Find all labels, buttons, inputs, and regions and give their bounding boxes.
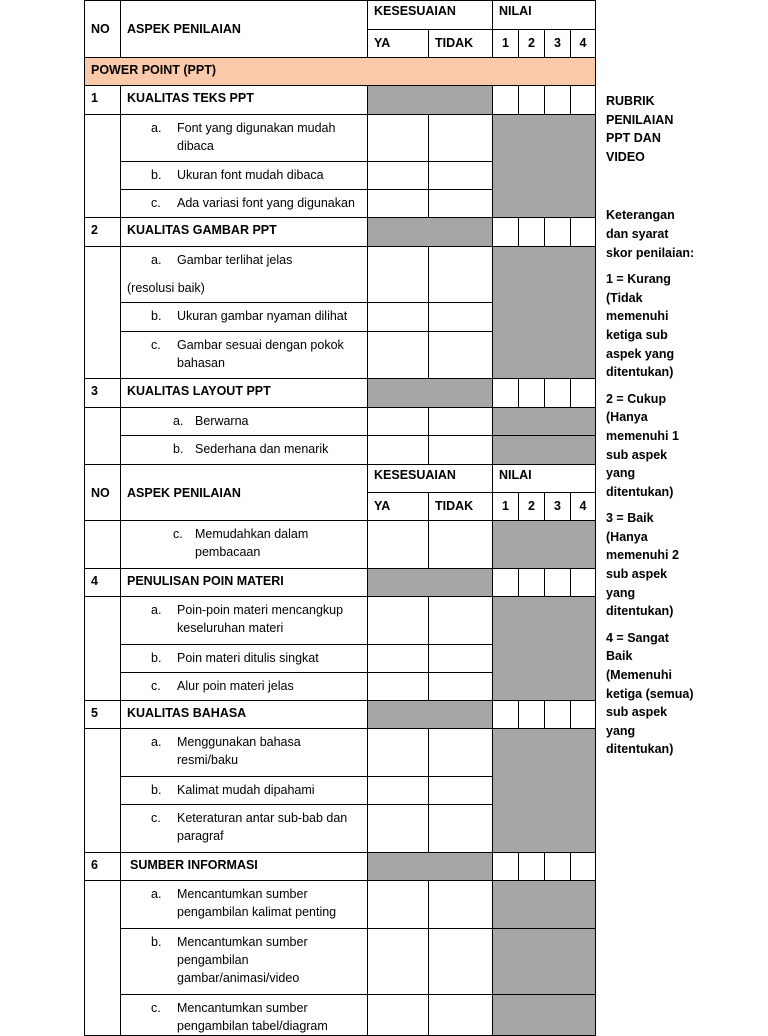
grey-cell (493, 729, 596, 853)
header-nilai-2: 2 (519, 493, 545, 521)
sub-text: Kalimat mudah dipahami (177, 783, 315, 797)
sub-aspect (121, 673, 368, 701)
sub-aspect (121, 597, 368, 645)
nilai-cell (519, 569, 545, 597)
sub-aspect (121, 247, 368, 303)
grey-cell (493, 408, 596, 436)
ya-cell (368, 729, 429, 777)
tidak-cell (429, 673, 493, 701)
sub-aspect (121, 436, 368, 465)
empty-no-cell (85, 597, 121, 701)
sub-aspect-row (85, 247, 596, 303)
nilai-cell (493, 379, 519, 408)
sub-text: Mencantumkan sumber pengambilan gambar/animasi/video (177, 935, 308, 985)
sub-text: Font yang digunakan mudah dibaca (177, 121, 336, 153)
grey-cell (493, 247, 596, 379)
sub-aspect (121, 729, 368, 777)
ppt-row (85, 58, 596, 86)
nilai-cell (571, 86, 596, 115)
sub-aspect-row (85, 436, 596, 465)
sub-marker: b. (151, 783, 162, 797)
ya-cell (368, 408, 429, 436)
nilai-cell (493, 853, 519, 881)
ya-cell (368, 303, 429, 332)
sub-marker: c. (151, 338, 161, 352)
ya-cell (368, 247, 429, 303)
sub-marker: a. (151, 603, 162, 617)
nilai-cell (545, 86, 571, 115)
section-row (85, 379, 596, 408)
header-row (85, 1, 596, 30)
ya-cell (368, 673, 429, 701)
sub-text: Ukuran font mudah dibaca (177, 168, 324, 182)
header-nilai: NILAI (493, 1, 596, 30)
sub-aspect (121, 408, 368, 436)
section-title: KUALITAS TEKS PPT (121, 86, 368, 115)
header-aspek: ASPEK PENILAIAN (121, 1, 368, 58)
header-nilai: NILAI (493, 465, 596, 493)
sub-aspect (121, 995, 368, 1036)
section-row (85, 701, 596, 729)
nilai-cell (493, 218, 519, 247)
tidak-cell (429, 929, 493, 995)
grey-cell (493, 929, 596, 995)
header-tidak: TIDAK (429, 493, 493, 521)
section-number: 4 (85, 569, 121, 597)
sub-text: Memudahkan dalam pembacaan (195, 527, 309, 559)
nilai-cell (519, 86, 545, 115)
header-nilai-4: 4 (571, 30, 596, 58)
rubric-table (84, 0, 596, 1036)
section-title: KUALITAS LAYOUT PPT (121, 379, 368, 408)
section-row (85, 853, 596, 881)
sub-aspect (121, 332, 368, 379)
side-title: RUBRIK PENILAIAN PPT DAN VIDEO (606, 94, 674, 164)
sub-aspect-row (85, 597, 596, 645)
sub-marker: b. (151, 651, 162, 665)
nilai-cell (545, 569, 571, 597)
section-title: SUMBER INFORMASI (121, 853, 368, 881)
side-skor-1: 1 = Kurang (Tidak memenuhi ketiga sub aspek yang ditentukan) (606, 272, 675, 380)
ya-cell (368, 115, 429, 162)
nilai-cell (493, 86, 519, 115)
ya-cell (368, 436, 429, 465)
header-row (85, 465, 596, 493)
grey-cell (368, 569, 493, 597)
grey-cell (493, 521, 596, 569)
header-no: NO (85, 465, 121, 521)
tidak-cell (429, 247, 493, 303)
nilai-cell (493, 701, 519, 729)
nilai-cell (545, 853, 571, 881)
nilai-cell (571, 379, 596, 408)
sub-aspect (121, 115, 368, 162)
grey-cell (493, 436, 596, 465)
sub-text: Menggunakan bahasa resmi/baku (177, 735, 301, 767)
tidak-cell (429, 521, 493, 569)
section-title: KUALITAS BAHASA (121, 701, 368, 729)
sub-aspect (121, 645, 368, 673)
ya-cell (368, 995, 429, 1036)
nilai-cell (545, 218, 571, 247)
sub-aspect-row (85, 408, 596, 436)
sub-aspect (121, 521, 368, 569)
grey-cell (493, 597, 596, 701)
ppt-section-title: POWER POINT (PPT) (85, 58, 596, 86)
header-aspek: ASPEK PENILAIAN (121, 465, 368, 521)
header-no: NO (85, 1, 121, 58)
sub-text: Sederhana dan menarik (195, 442, 329, 456)
nilai-cell (545, 379, 571, 408)
ya-cell (368, 521, 429, 569)
nilai-cell (519, 218, 545, 247)
tidak-cell (429, 729, 493, 777)
ya-cell (368, 777, 429, 805)
empty-no-cell (85, 521, 121, 569)
tidak-cell (429, 436, 493, 465)
sub-text: Keteraturan antar sub-bab dan paragraf (177, 811, 348, 843)
header-nilai-2: 2 (519, 30, 545, 58)
tidak-cell (429, 881, 493, 929)
section-number: 6 (85, 853, 121, 881)
ya-cell (368, 190, 429, 218)
nilai-cell (571, 569, 596, 597)
sub-aspect-row (85, 881, 596, 929)
section-title: PENULISAN POIN MATERI (121, 569, 368, 597)
sub-marker: c. (151, 811, 161, 825)
tidak-cell (429, 777, 493, 805)
sub-aspect (121, 881, 368, 929)
nilai-cell (545, 701, 571, 729)
nilai-cell (571, 218, 596, 247)
empty-no-cell (85, 729, 121, 853)
sub-aspect (121, 929, 368, 995)
ya-cell (368, 162, 429, 190)
header-ya: YA (368, 30, 429, 58)
sub-aspect (121, 303, 368, 332)
sub-marker: a. (151, 735, 162, 749)
nilai-cell (571, 701, 596, 729)
grey-cell (368, 379, 493, 408)
tidak-cell (429, 115, 493, 162)
tidak-cell (429, 645, 493, 673)
empty-no-cell (85, 881, 121, 1036)
nilai-cell (493, 569, 519, 597)
empty-no-cell (85, 115, 121, 218)
empty-no-cell (85, 247, 121, 379)
grey-cell (368, 218, 493, 247)
sub-text: Berwarna (195, 414, 249, 428)
sub-marker: a. (151, 121, 162, 135)
sub-aspect (121, 777, 368, 805)
sub-aspect-row (85, 995, 596, 1036)
section-number: 1 (85, 86, 121, 115)
header-nilai-3: 3 (545, 30, 571, 58)
sub-text: Gambar sesuai dengan pokok bahasan (177, 338, 344, 370)
tidak-cell (429, 995, 493, 1036)
sub-text: Ukuran gambar nyaman dilihat (177, 309, 348, 323)
sub-aspect-row (85, 929, 596, 995)
grey-cell (493, 115, 596, 218)
sub-aspect (121, 805, 368, 853)
sub-marker: b. (151, 935, 162, 949)
sub-note: (resolusi baik) (127, 281, 205, 295)
sub-marker: b. (151, 309, 162, 323)
sub-marker: a. (151, 887, 162, 901)
header-tidak: TIDAK (429, 30, 493, 58)
tidak-cell (429, 332, 493, 379)
ya-cell (368, 645, 429, 673)
side-skor-3: 3 = Baik (Hanya memenuhi 2 sub aspek yang ditentukan) (606, 511, 679, 619)
grey-cell (368, 86, 493, 115)
sub-marker: c. (151, 196, 161, 210)
sub-text: Alur poin materi jelas (177, 679, 294, 693)
nilai-cell (519, 701, 545, 729)
section-title: KUALITAS GAMBAR PPT (121, 218, 368, 247)
sub-marker: a. (173, 414, 184, 428)
ya-cell (368, 332, 429, 379)
header-ya: YA (368, 493, 429, 521)
sub-aspect-row (85, 729, 596, 777)
sub-aspect (121, 162, 368, 190)
sub-aspect (121, 190, 368, 218)
sub-text: Mencantumkan sumber pengambilan tabel/diagram (177, 1001, 328, 1033)
section-row (85, 569, 596, 597)
grey-cell (493, 995, 596, 1036)
nilai-cell (519, 379, 545, 408)
tidak-cell (429, 303, 493, 332)
header-kesesuaian: KESESUAIAN (368, 1, 493, 30)
tidak-cell (429, 408, 493, 436)
side-notes (606, 92, 696, 759)
sub-text: Poin-poin materi mencangkup keseluruhan materi (177, 603, 344, 635)
side-skor-2: 2 = Cukup (Hanya memenuhi 1 sub aspek yang ditentukan) (606, 391, 679, 499)
sub-marker: c. (151, 1001, 161, 1015)
tidak-cell (429, 805, 493, 853)
tidak-cell (429, 162, 493, 190)
sub-text: Poin materi ditulis singkat (177, 651, 319, 665)
side-keterangan: Keterangan dan syarat skor penilaian: (606, 208, 695, 260)
ya-cell (368, 597, 429, 645)
sub-marker: b. (151, 168, 162, 182)
ya-cell (368, 881, 429, 929)
grey-cell (493, 881, 596, 929)
section-number: 2 (85, 218, 121, 247)
header-nilai-1: 1 (493, 493, 519, 521)
tidak-cell (429, 597, 493, 645)
grey-cell (368, 701, 493, 729)
sub-marker: a. (151, 253, 162, 267)
section-row (85, 86, 596, 115)
sub-marker: c. (173, 527, 183, 541)
header-nilai-4: 4 (571, 493, 596, 521)
section-row (85, 218, 596, 247)
ya-cell (368, 929, 429, 995)
header-nilai-1: 1 (493, 30, 519, 58)
nilai-cell (571, 853, 596, 881)
section-number: 5 (85, 701, 121, 729)
nilai-cell (519, 853, 545, 881)
sub-text: Ada variasi font yang digunakan (177, 196, 355, 210)
section-number: 3 (85, 379, 121, 408)
sub-text: Gambar terlihat jelas (177, 253, 293, 267)
sub-text: Mencantumkan sumber pengambilan kalimat penting (177, 887, 337, 919)
sub-marker: c. (151, 679, 161, 693)
header-nilai-3: 3 (545, 493, 571, 521)
sub-aspect-row (85, 521, 596, 569)
empty-no-cell (85, 408, 121, 465)
sub-marker: b. (173, 442, 184, 456)
side-skor-4: 4 = Sangat Baik (Memenuhi ketiga (semua) sub aspek yang ditentukan) (606, 630, 694, 757)
ya-cell (368, 805, 429, 853)
tidak-cell (429, 190, 493, 218)
sub-aspect-row (85, 115, 596, 162)
grey-cell (368, 853, 493, 881)
header-kesesuaian: KESESUAIAN (368, 465, 493, 493)
